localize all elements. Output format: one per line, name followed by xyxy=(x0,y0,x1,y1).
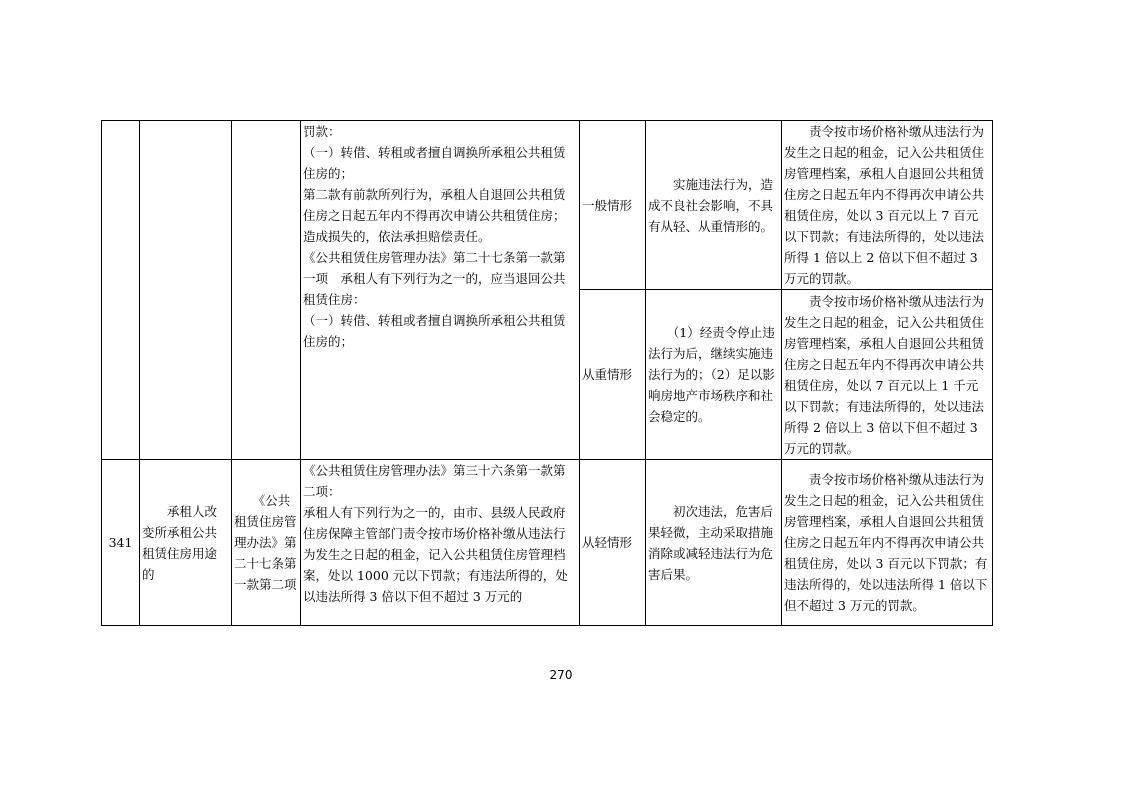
standard-cell: 初次违法，危害后果轻微，主动采取措施消除或减轻违法行为危害后果。 xyxy=(646,460,782,626)
legal-basis-cell xyxy=(232,121,301,460)
violation-item-cell xyxy=(140,121,232,460)
violation-item-cell: 承租人改变所承租公共租赁住房用途的 xyxy=(140,460,232,626)
page-number: 270 xyxy=(549,668,573,682)
legal-basis-cell: 《公共租赁住房管理办法》第二十七条第一款第二项 xyxy=(232,460,301,626)
circumstance-cell: 从重情形 xyxy=(580,290,646,460)
item-number-cell xyxy=(102,121,140,460)
penalty-cell: 责令按市场价格补缴从违法行为发生之日起的租金，记入公共租赁住房管理档案，承租人自退回公共租赁住房之日起五年内不得再次申请公共租赁住房，处以 3 百元以下罚款；有违法所得的，处以违法所得 1 倍以下但不超过 3 万元的罚款。 xyxy=(782,460,993,626)
circumstance-cell: 一般情形 xyxy=(580,121,646,290)
penalty-cell: 责令按市场价格补缴从违法行为发生之日起的租金，记入公共租赁住房管理档案，承租人自退回公共租赁住房之日起五年内不得再次申请公共租赁住房，处以 3 百元以上 7 百元以下罚款；有违法所得的，处以违法所得 1 倍以上 2 倍以下但不超过 3 万元的罚款。 xyxy=(782,121,993,290)
table-row xyxy=(102,121,993,290)
standard-cell: （1）经责令停止违法行为后，继续实施违法行为的；（2）足以影响房地产市场秩序和社会稳定的。 xyxy=(646,290,782,460)
law-text-cell: 《公共租赁住房管理办法》第三十六条第一款第二项： 承租人有下列行为之一的，由市、县级人民政府住房保障主管部门责令按市场价格补缴从违法行为发生之日起的租金，记入公共租赁住房管理档案，处以 1000 元以下罚款；有违法所得的，处以违法所得 3 倍以下但不超过 3 万元的 xyxy=(301,460,580,626)
penalty-cell: 责令按市场价格补缴从违法行为发生之日起的租金，记入公共租赁住房管理档案，承租人自退回公共租赁住房之日起五年内不得再次申请公共租赁住房，处以 7 百元以上 1 千元以下罚款；有违法所得的，处以违法所得 2 倍以上 3 倍以下但不超过 3 万元的罚款。 xyxy=(782,290,993,460)
standard-cell: 实施违法行为，造成不良社会影响，不具有从轻、从重情形的。 xyxy=(646,121,782,290)
table-row xyxy=(102,460,993,626)
circumstance-cell: 从轻情形 xyxy=(580,460,646,626)
law-text-cell: 罚款： （一）转借、转租或者擅自调换所承租公共租赁住房的； 第二款有前款所列行为，承租人自退回公共租赁住房之日起五年内不得再次申请公共租赁住房；造成损失的，依法承担赔偿责任。 《公共租赁住房管理办法》第二十七条第一款第一项 承租人有下列行为之一的，应当退回公共租赁住房： （一）转借、转租或者擅自调换所承租公共租赁住房的； xyxy=(301,121,580,460)
item-number-cell: 341 xyxy=(102,460,140,626)
penalty-standards-table xyxy=(101,120,993,626)
